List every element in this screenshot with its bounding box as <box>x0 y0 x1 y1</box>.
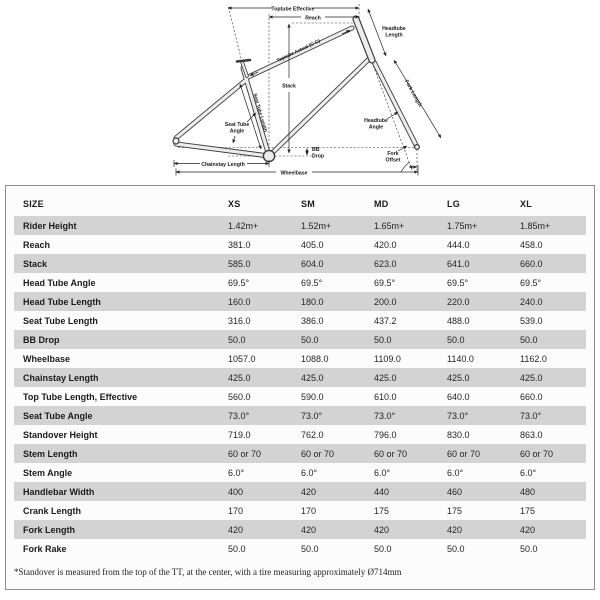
cell-value: 240.0 <box>511 292 586 311</box>
table-row <box>14 216 586 235</box>
row-label: Head Tube Angle <box>23 277 96 288</box>
row-label: Reach <box>23 239 51 250</box>
cell-value: 1.65m+ <box>365 216 438 235</box>
cell-value: 1.75m+ <box>438 216 511 235</box>
cell-value: 60 or 70 <box>511 444 586 463</box>
col-header-md: MD <box>374 199 389 209</box>
row-label: Rider Height <box>14 216 219 235</box>
cell-value: 50.0 <box>447 543 465 554</box>
cell-value: 160.0 <box>219 292 292 311</box>
table-row <box>14 273 586 292</box>
cell-value: 6.0° <box>447 467 464 478</box>
cell-value: 73.0° <box>438 406 511 425</box>
cell-value: 316.0 <box>228 315 251 326</box>
bottom-bracket <box>263 150 274 161</box>
cell-value: 458.0 <box>520 239 543 250</box>
cell-value: 425.0 <box>292 368 365 387</box>
table-row <box>14 292 586 311</box>
cell-value: 604.0 <box>292 254 365 273</box>
cell-value: 60 or 70 <box>438 444 511 463</box>
cell-value: 170 <box>301 505 317 516</box>
cell-value: 420 <box>292 482 365 501</box>
cell-value: 69.5° <box>301 277 323 288</box>
cell-value: 719.0 <box>228 429 251 440</box>
cell-value: 420 <box>511 520 586 539</box>
col-header-xl: XL <box>520 199 532 209</box>
cell-value: 1140.0 <box>447 353 474 364</box>
cell-value: 400 <box>219 482 292 501</box>
table-row <box>14 349 586 368</box>
label-seat-tube-angle: Seat Tube <box>224 122 250 128</box>
cell-value: 200.0 <box>365 292 438 311</box>
table-row <box>14 368 586 387</box>
row-label: Wheelbase <box>23 353 71 364</box>
cell-value: 590.0 <box>301 391 324 402</box>
cell-value: 641.0 <box>438 254 511 273</box>
cell-value: 50.0 <box>228 543 246 554</box>
cell-value: 488.0 <box>447 315 470 326</box>
row-label: Head Tube Length <box>14 292 219 311</box>
cell-value: 640.0 <box>447 391 470 402</box>
col-header-sm: SM <box>301 199 315 209</box>
cell-value: 863.0 <box>520 429 543 440</box>
cell-value: 1.52m+ <box>292 216 365 235</box>
cell-value: 50.0 <box>365 330 438 349</box>
row-label: Stem Length <box>14 444 219 463</box>
cell-value: 425.0 <box>365 368 438 387</box>
label-stack: Stack <box>282 83 296 90</box>
label-headtube-angle: Headtube <box>364 118 388 124</box>
cell-value: 6.0° <box>228 467 245 478</box>
cell-value: 50.0 <box>301 543 319 554</box>
cell-value: 425.0 <box>511 368 586 387</box>
label-chainstay-length: Chainstay Length <box>201 161 245 168</box>
bike-frame-drawing <box>0 0 600 185</box>
cell-value: 220.0 <box>438 292 511 311</box>
cell-value: 444.0 <box>447 239 470 250</box>
cell-value: 1.85m+ <box>511 216 586 235</box>
geometry-table-panel <box>5 185 595 590</box>
row-label: Seat Tube Angle <box>14 406 219 425</box>
front-axle <box>415 145 420 150</box>
cell-value: 1162.0 <box>520 353 547 364</box>
cell-value: 170 <box>228 505 244 516</box>
cell-value: 1057.0 <box>228 353 256 364</box>
col-header-xs: XS <box>228 199 241 209</box>
cell-value: 381.0 <box>228 239 251 250</box>
label-bb-drop: BB <box>312 147 320 153</box>
label-toptube-effective: Toptube Effective <box>271 6 315 13</box>
cell-value: 405.0 <box>301 239 324 250</box>
cell-value: 1109.0 <box>374 353 401 364</box>
cell-value: 762.0 <box>301 429 324 440</box>
cell-value: 437.2 <box>374 315 397 326</box>
cell-value: 50.0 <box>438 330 511 349</box>
cell-value: 60 or 70 <box>365 444 438 463</box>
cell-value: 420 <box>219 520 292 539</box>
cell-value: 1.42m+ <box>219 216 292 235</box>
label-headtube-length: Headtube <box>382 26 406 32</box>
row-label: Stem Angle <box>23 467 73 478</box>
table-row <box>14 463 586 482</box>
table-header-row <box>14 192 586 216</box>
cell-value: 480 <box>511 482 586 501</box>
cell-value: 1088.0 <box>301 353 329 364</box>
cell-value: 69.5° <box>520 277 542 288</box>
frame-geometry-diagram <box>0 0 600 185</box>
cell-value: 425.0 <box>219 368 292 387</box>
row-label: Chainstay Length <box>14 368 219 387</box>
cell-value: 180.0 <box>292 292 365 311</box>
cell-value: 73.0° <box>219 406 292 425</box>
cell-value: 60 or 70 <box>292 444 365 463</box>
table-row <box>14 501 586 520</box>
svg-text:Length: Length <box>385 32 403 39</box>
cell-value: 175 <box>374 505 390 516</box>
table-row <box>14 444 586 463</box>
table-row <box>14 235 586 254</box>
cell-value: 73.0° <box>511 406 586 425</box>
cell-value: 73.0° <box>365 406 438 425</box>
label-fork-length: Fork Length <box>402 78 423 109</box>
table-row <box>14 520 586 539</box>
table-row <box>14 330 586 349</box>
saddle-clamp <box>237 60 250 62</box>
cell-value: 623.0 <box>365 254 438 273</box>
cell-value: 460 <box>438 482 511 501</box>
cell-value: 175 <box>447 505 463 516</box>
geometry-table <box>14 192 586 558</box>
cell-value: 420 <box>292 520 365 539</box>
cell-value: 50.0 <box>219 330 292 349</box>
label-fork-offset: Fork <box>387 151 399 157</box>
row-label: Fork Rake <box>23 543 67 554</box>
cell-value: 560.0 <box>228 391 251 402</box>
svg-text:Offset: Offset <box>385 157 401 164</box>
table-row <box>14 406 586 425</box>
cell-value: 796.0 <box>374 429 397 440</box>
table-row <box>14 539 586 558</box>
cell-value: 6.0° <box>520 467 537 478</box>
table-row <box>14 387 586 406</box>
row-label: Top Tube Length, Effective <box>23 391 138 402</box>
cell-value: 69.5° <box>228 277 250 288</box>
col-header-lg: LG <box>447 199 460 209</box>
cell-value: 386.0 <box>301 315 324 326</box>
cell-value: 60 or 70 <box>219 444 292 463</box>
rear-dropout <box>173 138 179 144</box>
cell-value: 50.0 <box>511 330 586 349</box>
cell-value: 175 <box>520 505 536 516</box>
cell-value: 50.0 <box>292 330 365 349</box>
row-label: Crank Length <box>23 505 82 516</box>
cell-value: 830.0 <box>447 429 470 440</box>
label-toptube-actual: Toptube Actual (C-C) <box>276 39 322 65</box>
table-row <box>14 254 586 273</box>
cell-value: 539.0 <box>520 315 543 326</box>
cell-value: 69.5° <box>374 277 396 288</box>
row-label: BB Drop <box>14 330 219 349</box>
cell-value: 50.0 <box>520 543 538 554</box>
cell-value: 425.0 <box>438 368 511 387</box>
svg-text:Angle: Angle <box>229 128 245 135</box>
cell-value: 660.0 <box>520 391 543 402</box>
cell-value: 660.0 <box>511 254 586 273</box>
table-row <box>14 425 586 444</box>
row-label: Fork Length <box>14 520 219 539</box>
row-label: Seat Tube Length <box>23 315 98 326</box>
standover-footnote: *Standover is measured from the top of the TT, at the center, with a tire measuring approximately Ø714mm <box>14 567 402 577</box>
table-row <box>14 482 586 501</box>
cell-value: 440 <box>365 482 438 501</box>
cell-value: 50.0 <box>374 543 392 554</box>
row-label: Standover Height <box>23 429 98 440</box>
cell-value: 610.0 <box>374 391 397 402</box>
col-header-size: SIZE <box>23 199 44 209</box>
row-label: Stack <box>14 254 219 273</box>
cell-value: 6.0° <box>374 467 391 478</box>
svg-text:Angle: Angle <box>368 124 384 131</box>
cell-value: 73.0° <box>292 406 365 425</box>
label-seat-tube-length: Seat Tube Length <box>251 93 268 133</box>
row-label: Handlebar Width <box>14 482 219 501</box>
frame-tubes <box>173 19 419 162</box>
cell-value: 585.0 <box>219 254 292 273</box>
cell-value: 420 <box>438 520 511 539</box>
cell-value: 420.0 <box>374 239 397 250</box>
table-row <box>14 311 586 330</box>
label-reach: Reach <box>305 15 321 22</box>
label-wheelbase: Wheelbase <box>280 170 308 177</box>
cell-value: 69.5° <box>447 277 469 288</box>
cell-value: 6.0° <box>301 467 318 478</box>
svg-text:Drop: Drop <box>312 153 325 160</box>
cell-value: 420 <box>365 520 438 539</box>
